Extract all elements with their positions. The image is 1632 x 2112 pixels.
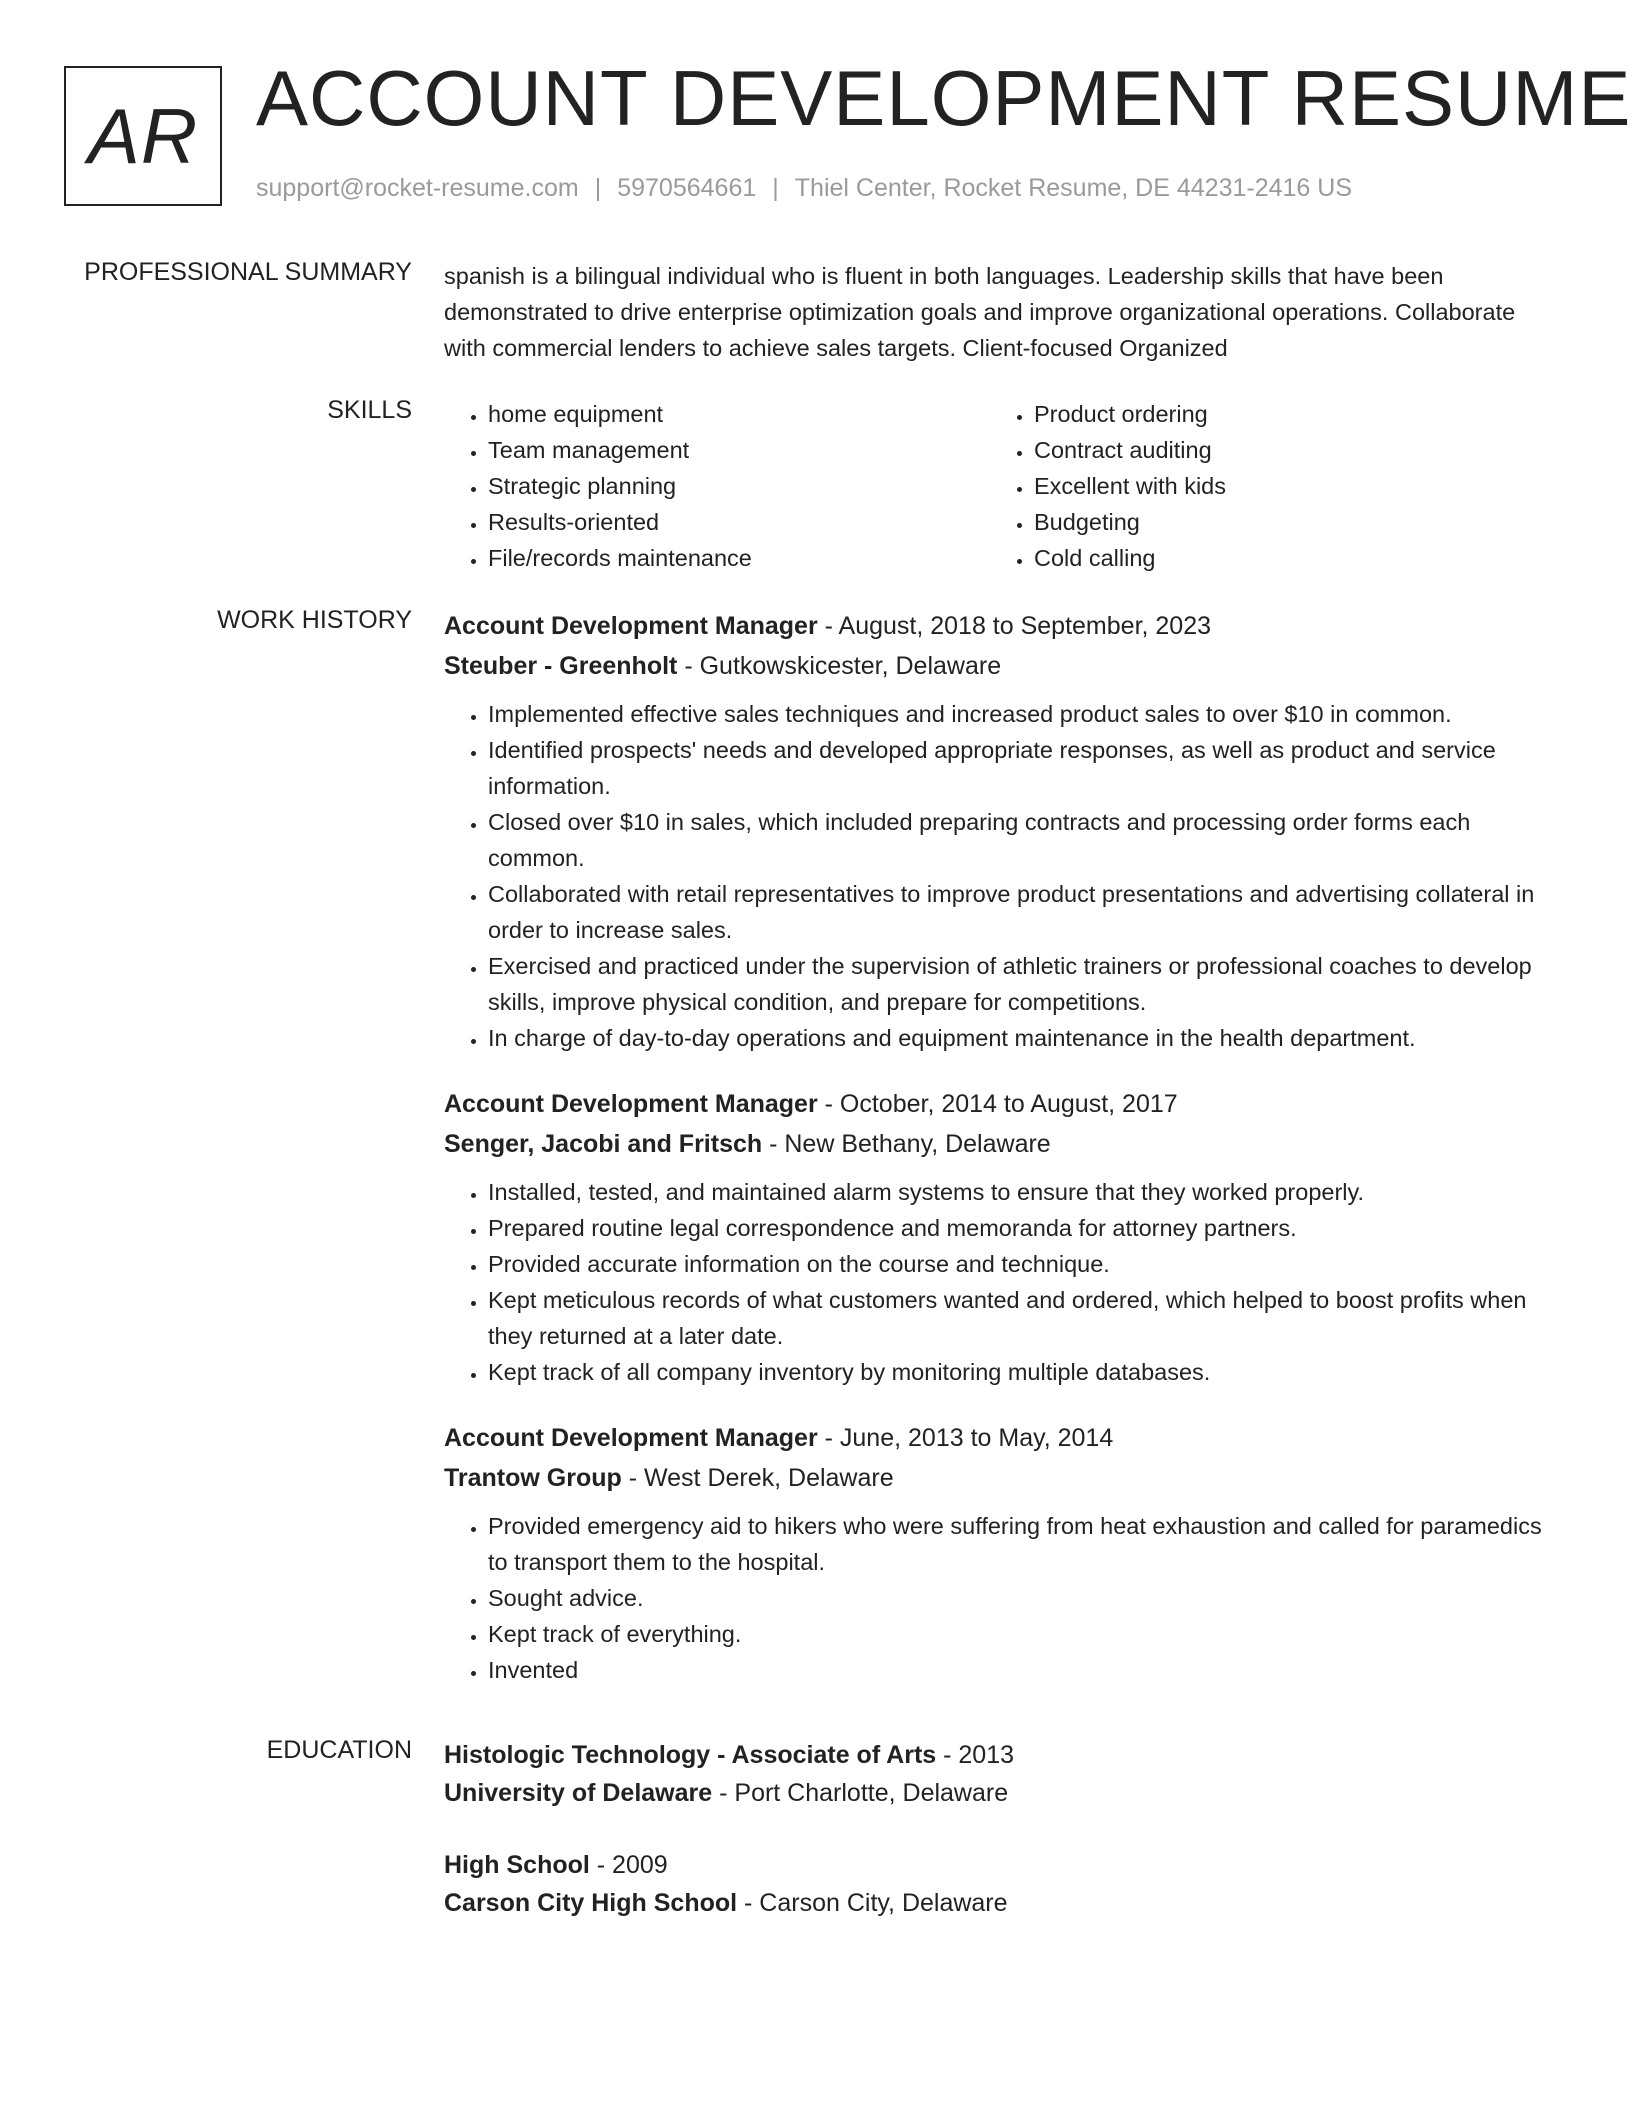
job-company-line (444, 646, 1556, 686)
job-title-line (444, 1084, 1556, 1124)
education-location: - Port Charlotte, Delaware (712, 1779, 1009, 1807)
education-entry (444, 1736, 1556, 1812)
education-location: - Carson City, Delaware (737, 1889, 1008, 1917)
job-bullet: • Closed over $10 in sales, which included preparing contracts and processing order forms each common. (488, 804, 1556, 876)
education-year: - 2009 (589, 1851, 668, 1879)
summary-label: PROFESSIONAL SUMMARY (84, 258, 412, 286)
job-bullet: • Kept track of all company inventory by monitoring multiple databases. (488, 1354, 1556, 1390)
job-dates: - June, 2013 to May, 2014 (817, 1424, 1114, 1452)
education-entry (444, 1846, 1556, 1922)
monogram-badge: AR (64, 66, 222, 206)
job-bullets (444, 1508, 1556, 1688)
skill-item: • Budgeting (1034, 504, 1536, 540)
job-dates: - August, 2018 to September, 2023 (817, 612, 1212, 640)
work-history-label: WORK HISTORY (217, 606, 412, 634)
job-company: Trantow Group (444, 1464, 622, 1492)
skills-list-right (990, 396, 1536, 576)
job-company: Senger, Jacobi and Fritsch (444, 1130, 763, 1158)
job-company: Steuber - Greenholt (444, 652, 678, 680)
skill-item: • home equipment (488, 396, 990, 432)
skills-label: SKILLS (327, 396, 412, 424)
skill-item: • Results-oriented (488, 504, 990, 540)
summary-body (444, 258, 1556, 366)
job-bullet: • Provided accurate information on the course and technique. (488, 1246, 1556, 1282)
job-bullet: • Implemented effective sales techniques and increased product sales to over $10 in common. (488, 696, 1556, 732)
skill-item: • Contract auditing (1034, 432, 1536, 468)
job-bullet: • Collaborated with retail representatives to improve product presentations and advertising collateral in order to increase sales. (488, 876, 1556, 948)
job-bullet: • Invented (488, 1652, 1556, 1688)
job-bullet: • Provided emergency aid to hikers who were suffering from heat exhaustion and called for paramedics to transport them to the hospital. (488, 1508, 1556, 1580)
skill-item: • Product ordering (1034, 396, 1536, 432)
job-bullet: • Kept track of everything. (488, 1616, 1556, 1652)
job-title-line (444, 1418, 1556, 1458)
education-school-line (444, 1884, 1556, 1922)
contact-phone: 5970564661 (617, 174, 757, 202)
job-location: - West Derek, Delaware (621, 1464, 894, 1492)
summary-text: spanish is a bilingual individual who is fluent in both languages. Leadership skills that have been demonstrated to drive enterprise optimization goals and improve organizational operations. Collaborate with commercial lenders to achieve sales targets. Client-focused Organized (444, 263, 1516, 361)
job-company-line (444, 1458, 1556, 1498)
job-company-line (444, 1124, 1556, 1164)
education-year: - 2013 (936, 1741, 1015, 1769)
contact-separator: | (772, 174, 779, 202)
resume-title: ACCOUNT DEVELOPMENT RESUME (256, 54, 1632, 142)
education-label: EDUCATION (266, 1736, 412, 1764)
contact-address: Thiel Center, Rocket Resume, DE 44231-2416 US (794, 174, 1352, 202)
job-entry (444, 1418, 1556, 1688)
education-body (444, 1736, 1556, 1956)
job-title: Account Development Manager (444, 1424, 818, 1452)
job-location: - Gutkowskicester, Delaware (677, 652, 1002, 680)
education-degree-line (444, 1736, 1556, 1774)
job-bullets (444, 1174, 1556, 1390)
skills-list-left (444, 396, 990, 576)
job-location: - New Bethany, Delaware (762, 1130, 1051, 1158)
education-school: University of Delaware (444, 1779, 713, 1807)
job-dates: - October, 2014 to August, 2017 (817, 1090, 1178, 1118)
job-entry (444, 606, 1556, 1056)
work-history-body (444, 606, 1556, 1716)
skill-item: • File/records maintenance (488, 540, 990, 576)
job-bullet: • Installed, tested, and maintained alarm systems to ensure that they worked properly. (488, 1174, 1556, 1210)
skill-item: • Strategic planning (488, 468, 990, 504)
skill-item: • Team management (488, 432, 990, 468)
job-bullet: • Sought advice. (488, 1580, 1556, 1616)
job-bullet: • Identified prospects' needs and developed appropriate responses, as well as product and service information. (488, 732, 1556, 804)
job-title: Account Development Manager (444, 1090, 818, 1118)
education-degree: High School (444, 1851, 590, 1879)
job-bullet: • Prepared routine legal correspondence and memoranda for attorney partners. (488, 1210, 1556, 1246)
education-school: Carson City High School (444, 1889, 738, 1917)
skill-item: • Cold calling (1034, 540, 1536, 576)
skills-body (444, 396, 1556, 576)
job-bullet: • In charge of day-to-day operations and equipment maintenance in the health department. (488, 1020, 1556, 1056)
job-bullet: • Exercised and practiced under the supervision of athletic trainers or professional coaches to develop skills, improve physical condition, and prepare for competitions. (488, 948, 1556, 1020)
education-school-line (444, 1774, 1556, 1812)
job-bullets (444, 696, 1556, 1056)
job-title: Account Development Manager (444, 612, 818, 640)
contact-email: support@rocket-resume.com (256, 174, 579, 202)
job-bullet: • Kept meticulous records of what customers wanted and ordered, which helped to boost profits when they returned at a later date. (488, 1282, 1556, 1354)
contact-line (256, 174, 1352, 203)
education-degree: Histologic Technology - Associate of Arts (444, 1741, 937, 1769)
education-degree-line (444, 1846, 1556, 1884)
job-title-line (444, 606, 1556, 646)
contact-separator: | (594, 174, 602, 202)
job-entry (444, 1084, 1556, 1390)
skill-item: • Excellent with kids (1034, 468, 1536, 504)
